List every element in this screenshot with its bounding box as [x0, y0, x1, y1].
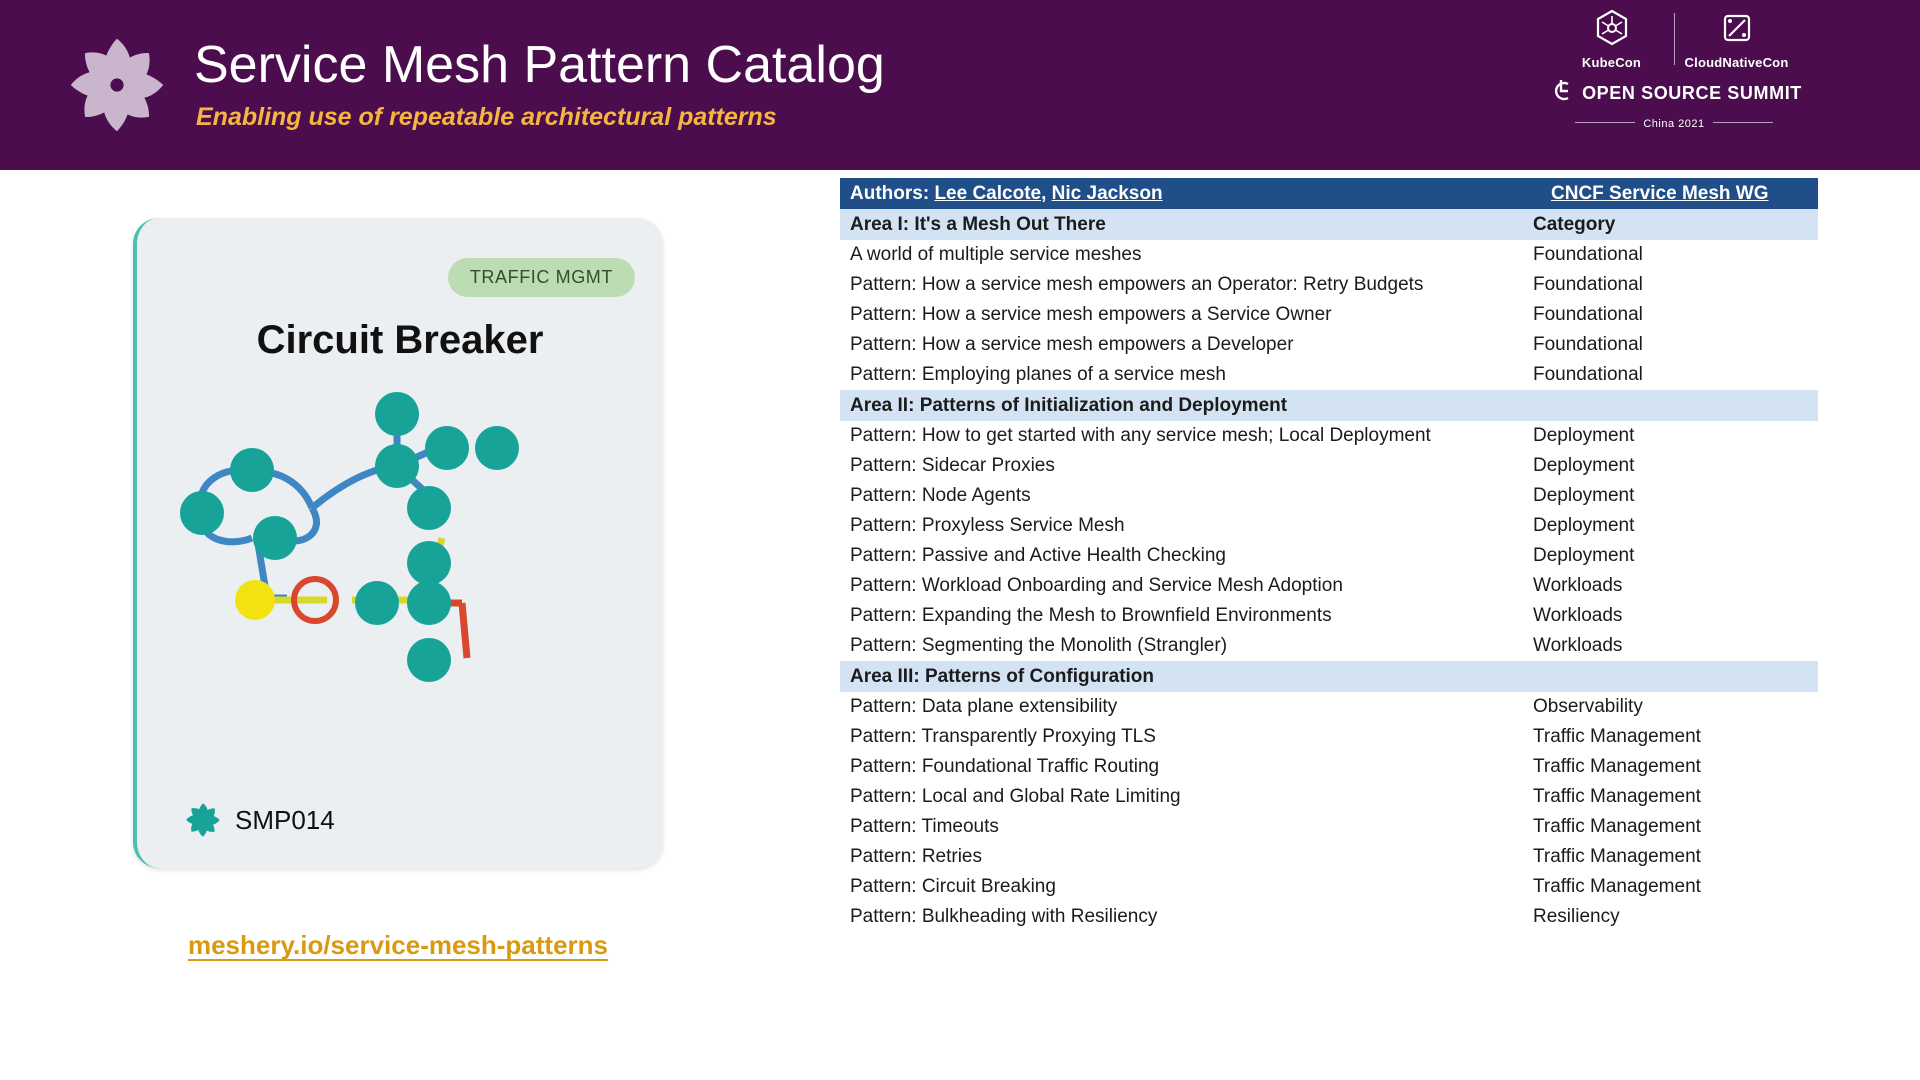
pattern-name: Pattern: How a service mesh empowers a Service Owner: [850, 304, 1332, 325]
authors-separator: ,: [1041, 182, 1052, 204]
area-title: Area II: Patterns of Initialization and Deployment: [850, 394, 1288, 416]
pattern-category: Foundational: [1533, 274, 1643, 295]
pattern-category: Resiliency: [1533, 906, 1620, 927]
kubecon-logo: [1564, 8, 1660, 70]
pattern-category: Traffic Management: [1533, 726, 1701, 747]
open-source-summit-icon: [1546, 76, 1576, 111]
pattern-name: Pattern: Bulkheading with Resiliency: [850, 906, 1158, 927]
pattern-name: Pattern: Timeouts: [850, 816, 999, 837]
table-row[interactable]: [840, 541, 1818, 571]
pattern-category: Observability: [1533, 696, 1643, 717]
status-badge: TRAFFIC MGMT: [448, 258, 635, 297]
area-title: Area III: Patterns of Configuration: [850, 665, 1155, 687]
table-row[interactable]: [840, 601, 1818, 631]
cncf-service-mesh-wg-link[interactable]: CNCF Service Mesh WG: [1551, 182, 1769, 204]
pattern-name: Pattern: How a service mesh empowers an Operator: Retry Budgets: [850, 274, 1424, 295]
pattern-catalog-table: [840, 178, 1818, 932]
table-row[interactable]: [840, 902, 1818, 932]
cloudnativecon-label: CloudNativeCon: [1684, 55, 1789, 70]
area-spacer: [1525, 672, 1818, 682]
pattern-name: Pattern: Local and Global Rate Limiting: [850, 786, 1181, 807]
pattern-category: Deployment: [1533, 515, 1635, 536]
pattern-category: Traffic Management: [1533, 786, 1701, 807]
area-title: Area I: It's a Mesh Out There: [850, 213, 1106, 235]
meshery-flower-logo-icon: [183, 800, 223, 840]
pattern-name: Pattern: How to get started with any service mesh; Local Deployment: [850, 425, 1431, 446]
author-link-2[interactable]: Nic Jackson: [1051, 182, 1163, 204]
cncf-diamond-icon: [1717, 8, 1757, 53]
table-row[interactable]: [840, 360, 1818, 390]
table-row[interactable]: [840, 300, 1818, 330]
authors-row: [840, 178, 1818, 209]
pattern-category: Deployment: [1533, 455, 1635, 476]
sponsor-logos: [1474, 8, 1874, 130]
pattern-category: Deployment: [1533, 545, 1635, 566]
area-header-row: [840, 209, 1818, 240]
table-row[interactable]: [840, 812, 1818, 842]
table-row[interactable]: [840, 872, 1818, 902]
pattern-catalog-link[interactable]: meshery.io/service-mesh-patterns: [187, 930, 609, 960]
pattern-name: Pattern: Retries: [850, 846, 982, 867]
pattern-category: Foundational: [1533, 304, 1643, 325]
table-row[interactable]: [840, 270, 1818, 300]
pattern-name: Pattern: How a service mesh empowers a Developer: [850, 334, 1294, 355]
table-row[interactable]: [840, 451, 1818, 481]
pattern-category: Deployment: [1533, 425, 1635, 446]
pattern-category: Foundational: [1533, 244, 1643, 265]
area-header-row: [840, 661, 1818, 692]
pattern-name: Pattern: Expanding the Mesh to Brownfield Environments: [850, 605, 1332, 626]
pattern-category: Foundational: [1533, 364, 1643, 385]
pattern-title: Circuit Breaker: [256, 318, 544, 362]
circuit-breaker-diagram: [167, 388, 637, 728]
pattern-name: Pattern: Employing planes of a service mesh: [850, 364, 1226, 385]
summit-label: OPEN SOURCE SUMMIT: [1582, 83, 1802, 103]
cloudnativecon-logo: [1684, 8, 1789, 70]
pattern-category: Deployment: [1533, 485, 1635, 506]
meshery-flower-logo-icon: [62, 30, 172, 140]
sponsor-divider: [1674, 13, 1675, 65]
pattern-category: Workloads: [1533, 575, 1623, 596]
table-row[interactable]: [840, 330, 1818, 360]
pattern-name: Pattern: Segmenting the Monolith (Strangler): [850, 635, 1228, 656]
pattern-name: A world of multiple service meshes: [850, 244, 1142, 265]
pattern-name: Pattern: Sidecar Proxies: [850, 455, 1055, 476]
page-title: Service Mesh Pattern Catalog: [194, 36, 885, 95]
pattern-category: Traffic Management: [1533, 756, 1701, 777]
category-header: Category: [1533, 213, 1616, 235]
pattern-id: SMP014: [235, 804, 335, 835]
open-source-summit-logo: [1546, 76, 1802, 111]
kubernetes-helm-icon: [1592, 8, 1632, 53]
pattern-card-column: [0, 170, 800, 1080]
table-row[interactable]: [840, 752, 1818, 782]
table-row[interactable]: [840, 421, 1818, 451]
summit-rule-right: [1713, 122, 1773, 123]
pattern-name: Pattern: Workload Onboarding and Service Mesh Adoption: [850, 575, 1343, 596]
page-header: [0, 0, 1920, 170]
kubecon-label: KubeCon: [1581, 55, 1642, 70]
summit-year: China 2021: [1643, 118, 1705, 130]
table-row[interactable]: [840, 722, 1818, 752]
table-row[interactable]: [840, 481, 1818, 511]
pattern-category: Traffic Management: [1533, 816, 1701, 837]
table-row[interactable]: [840, 692, 1818, 722]
pattern-name: Pattern: Node Agents: [850, 485, 1031, 506]
table-row[interactable]: [840, 511, 1818, 541]
pattern-name: Pattern: Passive and Active Health Checking: [850, 545, 1226, 566]
pattern-category: Foundational: [1533, 334, 1643, 355]
summit-rule-left: [1575, 122, 1635, 123]
pattern-name: Pattern: Proxyless Service Mesh: [850, 515, 1125, 536]
table-row[interactable]: [840, 571, 1818, 601]
page-subtitle: Enabling use of repeatable architectural patterns: [196, 102, 777, 131]
pattern-name: Pattern: Data plane extensibility: [850, 696, 1118, 717]
table-row[interactable]: [840, 240, 1818, 270]
pattern-name: Pattern: Circuit Breaking: [850, 876, 1056, 897]
author-link-1[interactable]: Lee Calcote: [934, 182, 1042, 204]
authors-label: Authors:: [850, 182, 930, 204]
area-spacer: [1525, 401, 1818, 411]
table-row[interactable]: [840, 842, 1818, 872]
pattern-name: Pattern: Foundational Traffic Routing: [850, 756, 1160, 777]
pattern-card: [133, 218, 663, 868]
pattern-id-row: [183, 800, 335, 840]
table-row[interactable]: [840, 782, 1818, 812]
pattern-category: Traffic Management: [1533, 846, 1701, 867]
pattern-category: Workloads: [1533, 605, 1623, 626]
pattern-name: Pattern: Transparently Proxying TLS: [850, 726, 1156, 747]
pattern-category: Workloads: [1533, 635, 1623, 656]
area-header-row: [840, 390, 1818, 421]
pattern-category: Traffic Management: [1533, 876, 1701, 897]
table-row[interactable]: [840, 631, 1818, 661]
